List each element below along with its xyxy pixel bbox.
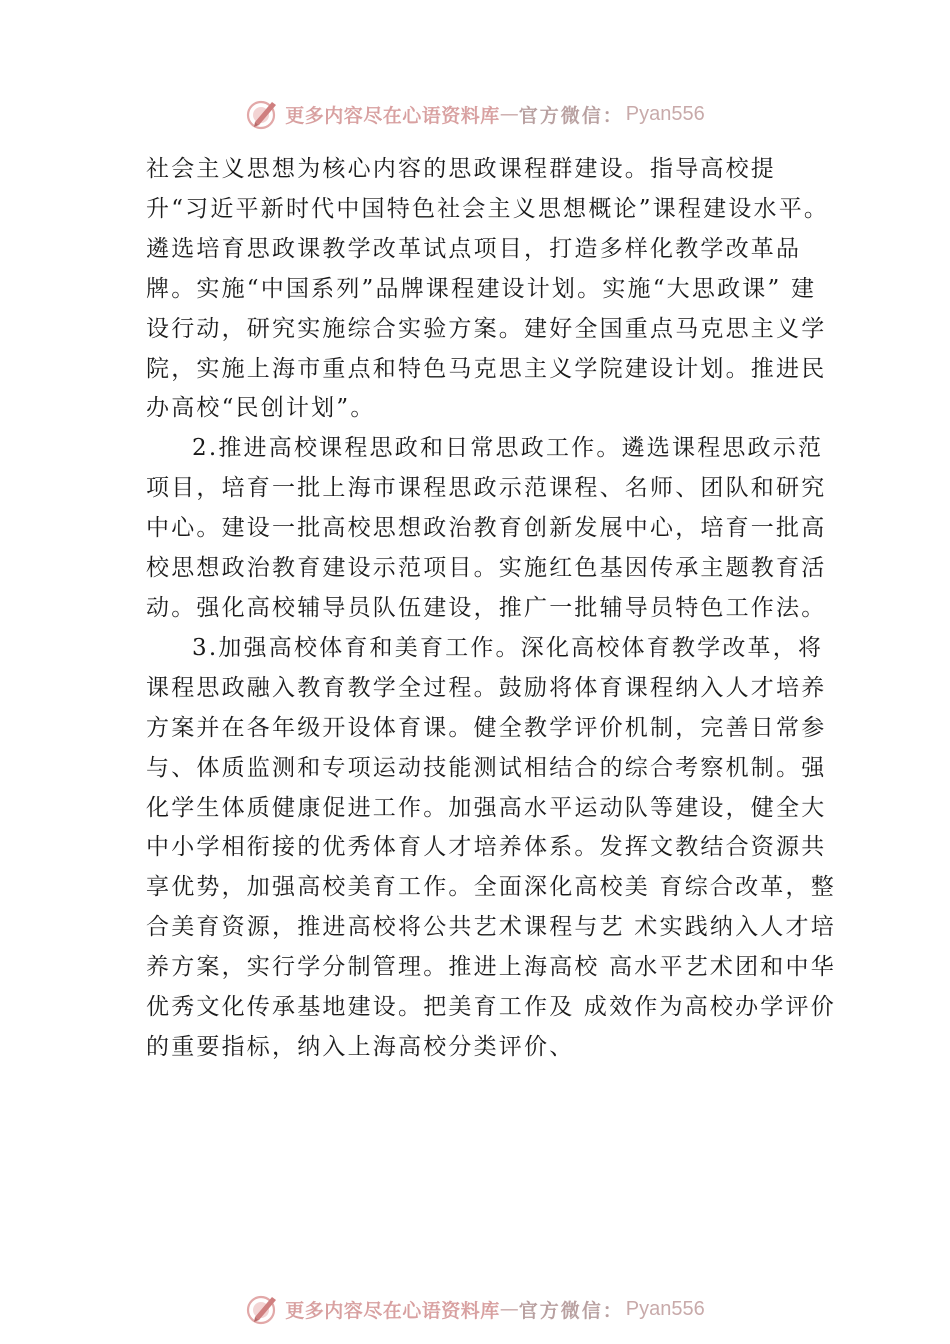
banner-official-label: 官方微信： [518,1299,624,1322]
pen-logo-icon [245,1291,281,1327]
paragraph-item-2: 2.推进高校课程思政和日常思政工作。遴选课程思政示范项目，培育一批上海市课程思政示范课程、名师、团队和研究中心。建设一批高校思想政治教育创新发展中心，培育一批高校思想政治教育建设示范项目。实施红色基因传承主题教育活动。强化高校辅导员队伍建设，推广一批辅导员特色工作法。 [146,435,827,621]
paragraph-continued: 社会主义思想为核心内容的思政课程群建设。指导高校提升“习近平新时代中国特色社会主义思想概论”课程建设水平。遴选培育思政课教学改革试点项目，打造多样化教学改革品牌。实施“中国系列”品牌课程建设计划。实施“大思政课” 建设行动，研究实施综合实验方案。建好全国重点马克思主义学院，实施上海市重点和特色马克思主义学院建设计划。推进民办高校“民创计划”。 [146,156,830,422]
footer-banner [0,1289,950,1329]
banner-brand-text: 更多内容尽在心语资料库 [285,1299,500,1322]
document-body [146,150,836,1068]
banner-dash: — [499,1298,519,1320]
banner-dash: — [499,103,519,125]
banner-wechat-id: Pyan556 [625,102,705,125]
pen-logo-icon [245,96,281,132]
banner-official-label: 官方微信： [518,104,624,127]
banner-brand-text: 更多内容尽在心语资料库 [285,104,500,127]
header-banner [0,94,950,134]
banner-wechat-id: Pyan556 [625,1297,705,1320]
paragraph-item-3: 3.加强高校体育和美育工作。深化高校体育教学改革，将课程思政融入教育教学全过程。鼓励将体育课程纳入人才培养方案并在各年级开设体育课。健全教学评价机制，完善日常参与、体质监测和专项运动技能测试相结合的综合考察机制。强化学生体质健康促进工作。加强高水平运动队等建设，健全大中小学相衔接的优秀体育人才培养体系。发挥文教结合资源共享优势，加强高校美育工作。全面深化高校美 育综合改革，整合美育资源，推进高校将公共艺术课程与艺 术实践纳入人才培养方案，实行学分制管理。推进上海高校 高水平艺术团和中华优秀文化传承基地建设。把美育工作及 成效作为高校办学评价的重要指标，纳入上海高校分类评价、 [146,634,836,1060]
